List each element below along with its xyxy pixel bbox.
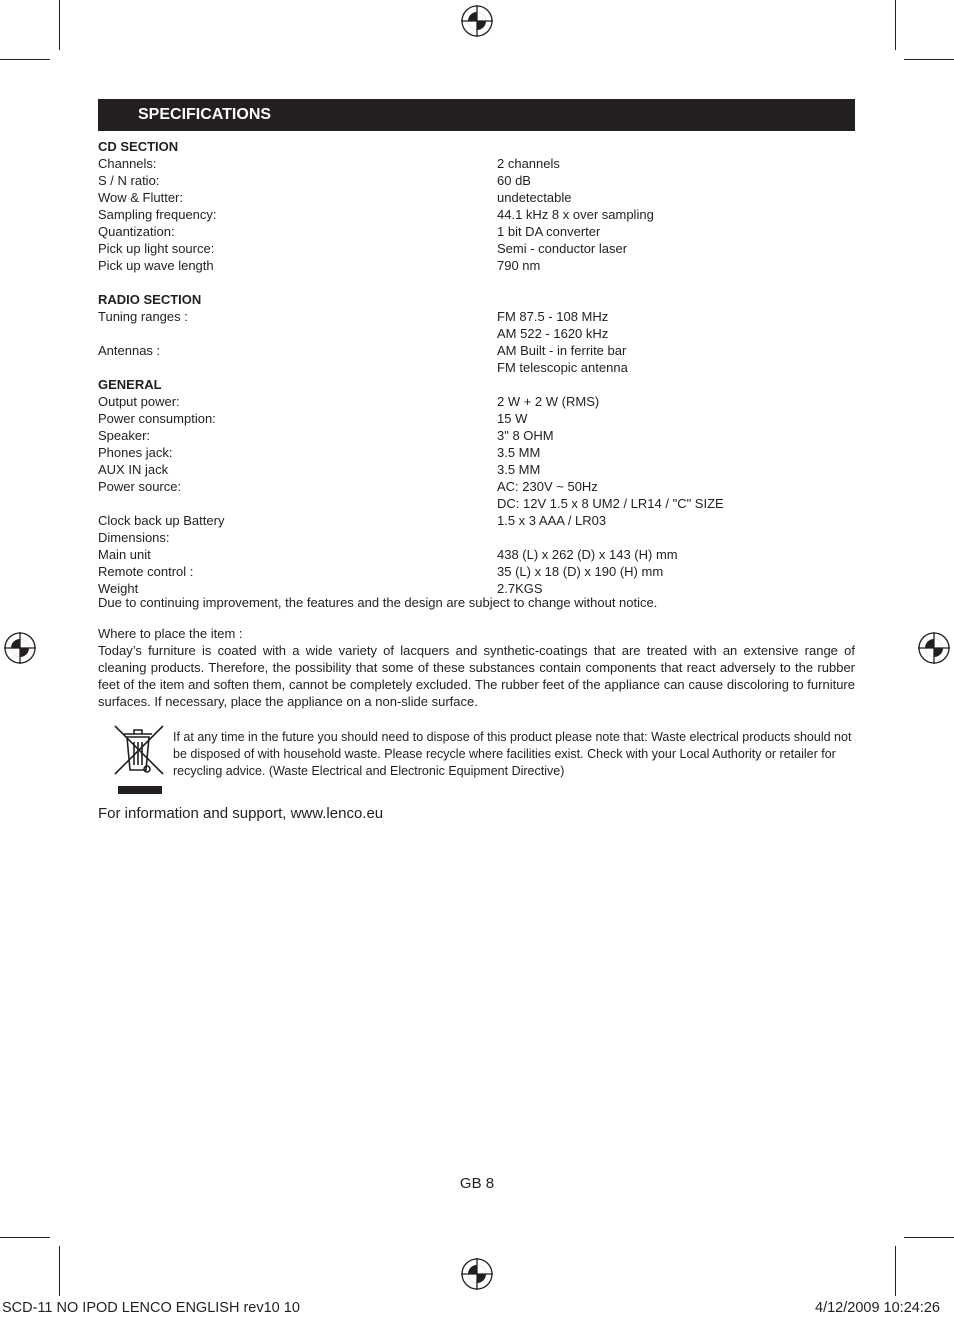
registration-mark-icon: [3, 631, 37, 665]
spec-row: [98, 427, 855, 444]
spec-label: Pick up wave length: [98, 258, 214, 273]
spec-value: 438 (L) x 262 (D) x 143 (H) mm: [497, 547, 678, 562]
spec-label: Power consumption:: [98, 411, 216, 426]
spec-row: [98, 546, 855, 563]
spec-value: 15 W: [497, 411, 528, 426]
spec-row: [98, 359, 855, 376]
print-slug-file: SCD-11 NO IPOD LENCO ENGLISH rev10 10: [2, 1300, 300, 1316]
spec-row: [98, 257, 855, 274]
spec-row: [98, 155, 855, 172]
spec-row: [98, 444, 855, 461]
placement-advice: [98, 625, 855, 710]
spec-label: Wow & Flutter:: [98, 190, 184, 205]
registration-mark-icon: [917, 631, 951, 665]
general-section-heading: GENERAL: [98, 377, 162, 392]
spacer: [98, 274, 855, 291]
placement-heading: Where to place the item :: [98, 626, 243, 641]
spec-value: AC: 230V ~ 50Hz: [497, 479, 598, 494]
spec-value: AM Built - in ferrite bar: [497, 343, 627, 358]
spec-value: 1 bit DA converter: [497, 224, 601, 239]
spec-value: DC: 12V 1.5 x 8 UM2 / LR14 / "C" SIZE: [497, 496, 724, 511]
spec-value: FM telescopic antenna: [497, 360, 628, 375]
spec-value: 3" 8 OHM: [497, 428, 554, 443]
spec-label: Weight: [98, 581, 139, 596]
spec-value: 3.5 MM: [497, 445, 541, 460]
registration-mark-icon: [460, 4, 494, 38]
registration-mark-icon: [460, 1257, 494, 1291]
spec-row: [98, 478, 855, 495]
spec-value: 2 channels: [497, 156, 560, 171]
crop-mark: [904, 59, 954, 60]
spec-value: 44.1 kHz 8 x over sampling: [497, 207, 654, 222]
spec-label: Antennas :: [98, 343, 161, 358]
cd-section-heading: CD SECTION: [98, 139, 179, 154]
spec-row: [98, 189, 855, 206]
spec-label: Remote control :: [98, 564, 194, 579]
crop-mark: [59, 0, 60, 50]
spec-label: Clock back up Battery: [98, 513, 225, 528]
spec-value: undetectable: [497, 190, 572, 205]
spec-value: 3.5 MM: [497, 462, 541, 477]
spec-label: Pick up light source:: [98, 241, 215, 256]
spec-row: [98, 223, 855, 240]
spec-row: [98, 563, 855, 580]
spec-row: [98, 393, 855, 410]
spec-value: 2 W + 2 W (RMS): [497, 394, 600, 409]
spec-label: S / N ratio:: [98, 173, 160, 188]
weee-disposal-notice: If at any time in the future you should need to dispose of this product please note that: Waste electrical products should not be disposed of with household waste. Please recycle where facilities exist. Check with your Local Authority or retailer for recycling advice. (Waste Electrical and Electronic Equipment Directive): [173, 730, 852, 778]
spec-row: [98, 342, 855, 359]
spec-value: Semi - conductor laser: [497, 241, 628, 256]
spec-label: Speaker:: [98, 428, 151, 443]
spec-value: AM 522 - 1620 kHz: [497, 326, 609, 341]
spec-row: [98, 240, 855, 257]
change-notice: Due to continuing improvement, the features and the design are subject to change without notice.: [98, 595, 658, 610]
spec-row: [98, 495, 855, 512]
spec-block: [98, 138, 855, 597]
spec-label: Sampling frequency:: [98, 207, 217, 222]
spec-label: Tuning ranges :: [98, 309, 188, 324]
crop-mark: [59, 1246, 60, 1296]
spec-label: Quantization:: [98, 224, 175, 239]
spec-row: [98, 512, 855, 529]
crop-mark: [904, 1237, 954, 1238]
crop-mark: [895, 1246, 896, 1296]
spec-row: [98, 308, 855, 325]
spec-label: AUX IN jack: [98, 462, 169, 477]
spec-label: Channels:: [98, 156, 157, 171]
spec-label: Power source:: [98, 479, 182, 494]
print-slug-timestamp: 4/12/2009 10:24:26: [815, 1300, 940, 1316]
spec-row: [98, 206, 855, 223]
spec-label: Output power:: [98, 394, 180, 409]
spec-row: [98, 410, 855, 427]
spec-value: 2.7KGS: [497, 581, 543, 596]
spec-value: FM 87.5 - 108 MHz: [497, 309, 609, 324]
section-title-bar: SPECIFICATIONS: [98, 99, 855, 131]
crossed-out-wheelie-bin-icon: [112, 722, 166, 796]
crop-mark: [0, 59, 50, 60]
spec-label: Phones jack:: [98, 445, 173, 460]
spec-row: [98, 172, 855, 189]
spec-value: 790 nm: [497, 258, 541, 273]
spec-value: 60 dB: [497, 173, 531, 188]
crop-mark: [0, 1237, 50, 1238]
spec-label: Main unit: [98, 547, 151, 562]
placement-body: Today’s furniture is coated with a wide variety of lacquers and synthetic-coatings that are treated with an extensive range of cleaning products. Therefore, the possibility that some of these substances contain components that react adversely to the rubber feet of the item and soften them, cannot be completely excluded. The rubber feet of the appliance can cause discoloring to furniture surfaces. If necessary, place the appliance on a non-slide surface.: [98, 643, 855, 709]
spec-label: Dimensions:: [98, 530, 170, 545]
spec-row: [98, 529, 855, 546]
spec-value: 1.5 x 3 AAA / LR03: [497, 513, 607, 528]
spec-row: [98, 325, 855, 342]
spec-row: [98, 461, 855, 478]
radio-section-heading: RADIO SECTION: [98, 292, 202, 307]
page-number: GB 8: [459, 1175, 495, 1192]
crop-mark: [895, 0, 896, 50]
support-line: For information and support, www.lenco.eu: [98, 805, 384, 822]
spec-value: 35 (L) x 18 (D) x 190 (H) mm: [497, 564, 664, 579]
